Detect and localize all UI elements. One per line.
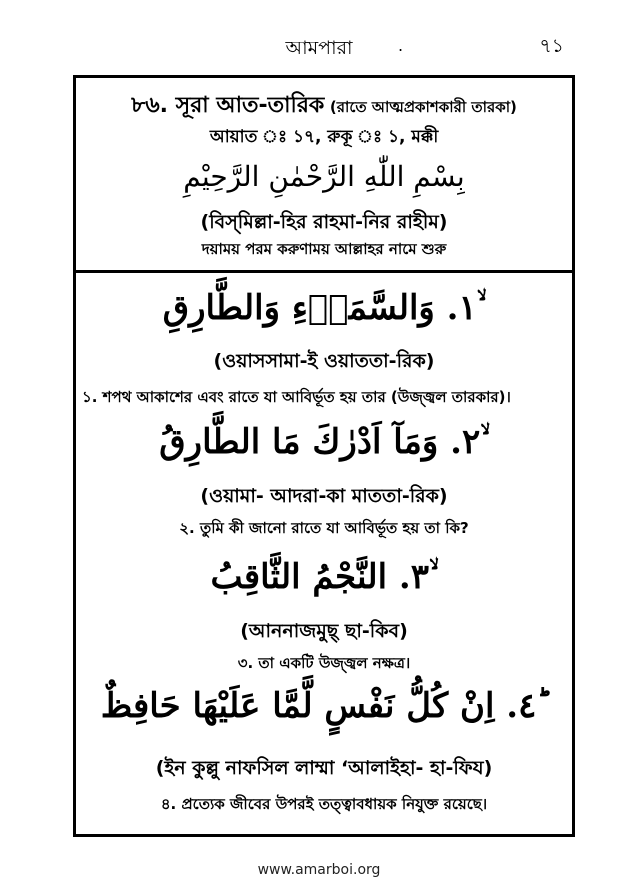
verse-1-meaning: ১. শপথ আকাশের এবং রাতে যা আবির্ভূত হয় তার (উজ্জ্বল তারকার)। [82,388,511,406]
verse-4-meaning: ৪. প্রত্যেক জীবের উপরই তত্ত্বাবধায়ক নিযুক্ত রয়েছে। [160,795,488,813]
header-dot: . [398,36,404,55]
surah-info: আয়াত ঃ ১৭, রুকূ ঃ ১, মক্কী [209,127,439,147]
verse-3-arabic: ٣. النَّجْمُ الثَّاقِبُ ۙ [210,557,438,597]
bismillah-arabic: بِسْمِ اللّٰهِ الرَّحْمٰنِ الرَّحِيْمِ [183,160,465,193]
verse-3-meaning: ৩. তা একটি উজ্জ্বল নক্ষত্র। [237,654,411,672]
verse-4-arabic: ٤. اِنْ كُلُّ نَفْسٍ لَّمَّا عَلَيْهَا حَافِظٌ ؕ [100,686,548,726]
page-number: ৭১ [539,35,564,57]
surah-name: ৮৬. সূরা আত-তারিক [131,93,325,118]
verse-1-transliteration: (ওয়াসসামা-ই ওয়াততা-রিক) [213,350,435,372]
footer-website: www.amarboi.org [257,862,381,878]
bismillah-transliteration: (বিস্‌মিল্লা-হির রাহমা-নির রাহীম) [200,211,448,233]
bismillah-meaning: দয়াময় পরম করুণাময় আল্লাহর নামে শুরু [201,240,447,258]
verse-4-transliteration: (ইন কুল্লু নাফসিল লাম্মা ‘আলাইহা- হা-ফিয) [155,757,493,779]
verse-2-meaning: ২. তুমি কী জানো রাতে যা আবির্ভূত হয় তা কি? [179,519,469,537]
verse-3-transliteration: (আননাজমুছ্‌ ছা-কিব) [240,620,408,642]
surah-heading [76,88,572,125]
surah-meaning: (রাতে আত্মপ্রকাশকারী তারকা) [329,98,517,116]
page-header-title: আমপারা [285,37,353,59]
section-divider [73,270,575,273]
verse-2-transliteration: (ওয়ামা- আদরা-কা মাততা-রিক) [200,485,448,507]
verse-2-arabic: ٢. وَمَآ اَدْرٰكَ مَا الطَّارِقُ ۙ [159,422,489,462]
verse-1-arabic: ١. وَالسَّمَاۤءِ وَالطَّارِقِ ۙ [162,288,486,328]
